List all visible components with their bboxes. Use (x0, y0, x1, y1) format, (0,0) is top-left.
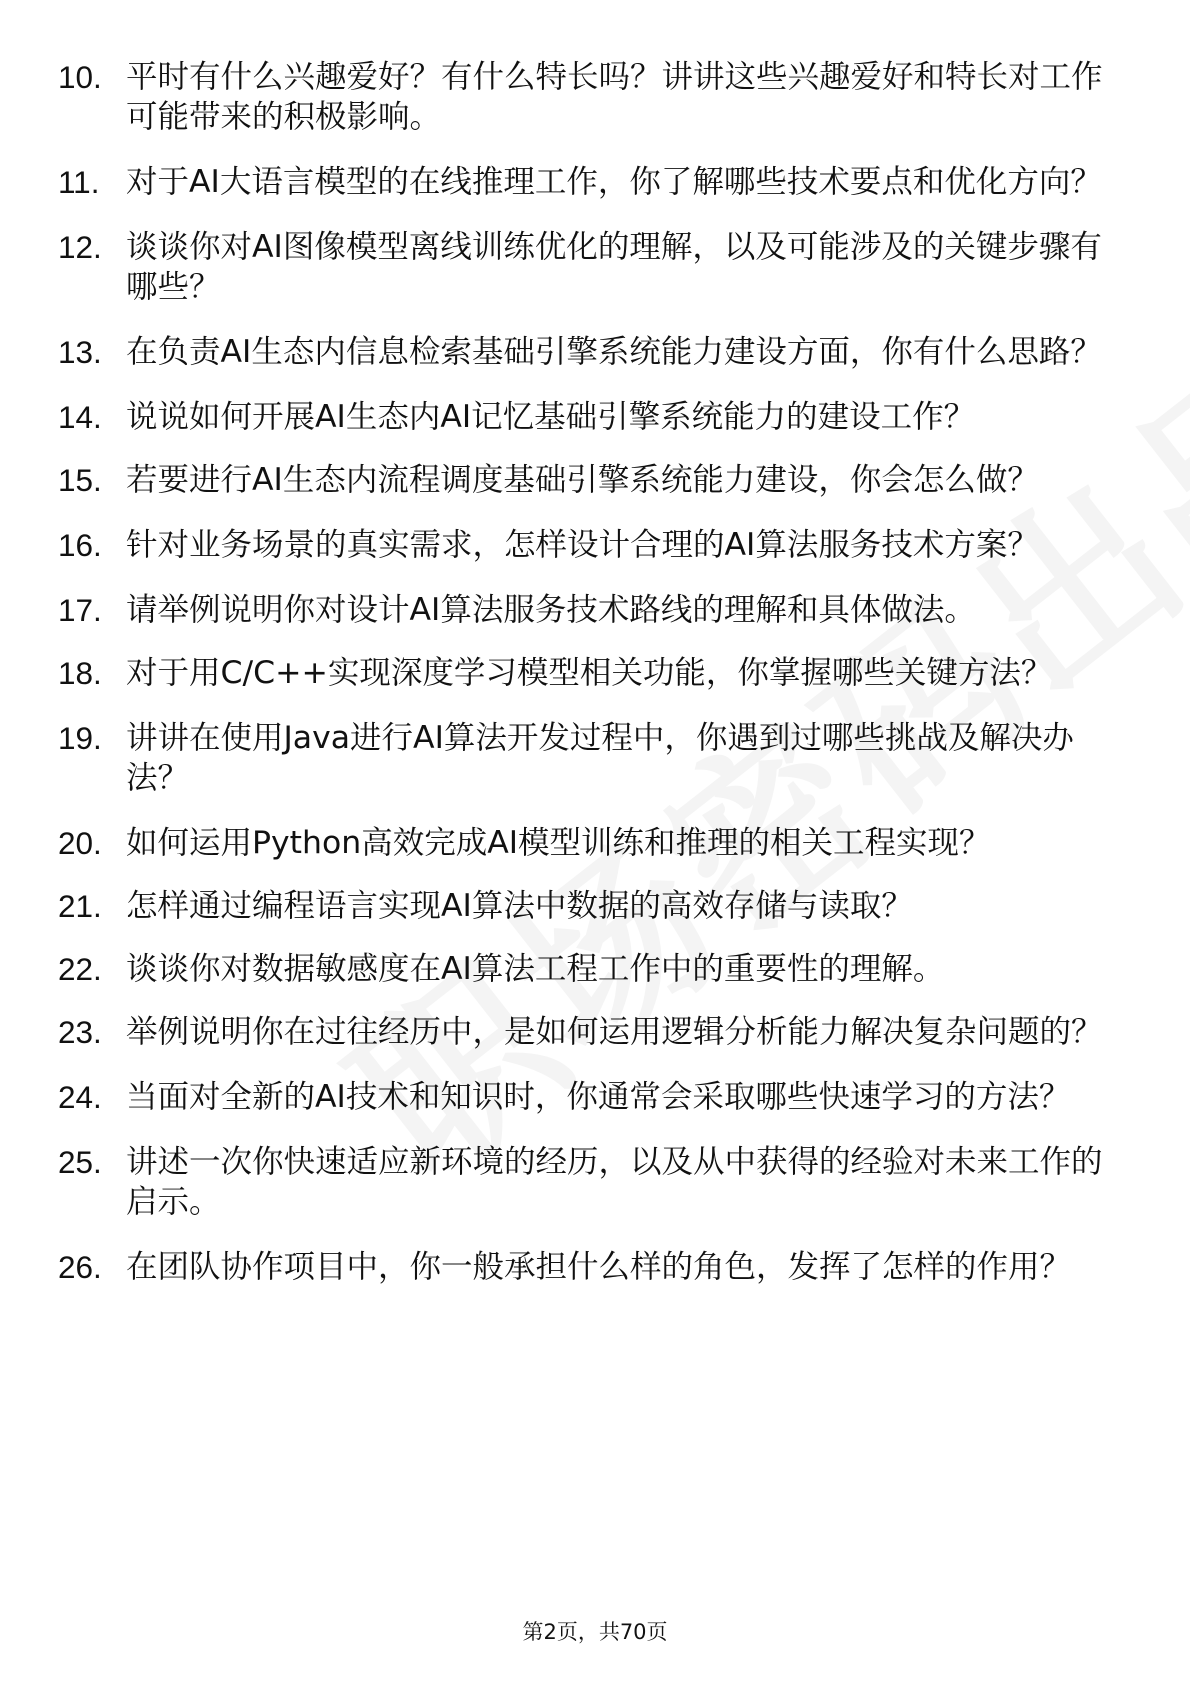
question-item (58, 1247, 1118, 1287)
question-item (58, 886, 1118, 926)
question-number: 19. (58, 720, 102, 756)
question-number: 18. (58, 655, 102, 691)
question-text: 在团队协作项目中，你一般承担什么样的角色，发挥了怎样的作用？ (126, 1249, 1072, 1285)
question-number: 20. (58, 825, 102, 861)
question-number: 26. (58, 1249, 102, 1285)
question-text: 请举例说明你对设计AI算法服务技术路线的理解和具体做法。 (126, 592, 976, 628)
question-number: 17. (58, 592, 102, 628)
question-number: 22. (58, 951, 102, 987)
question-text: 平时有什么兴趣爱好？有什么特长吗？讲讲这些兴趣爱好和特长对工作可能带来的积极影响。 (126, 59, 1103, 135)
question-text: 当面对全新的AI技术和知识时，你通常会采取哪些快速学习的方法？ (126, 1079, 1071, 1115)
page-footer: 第2页，共70页 (522, 1620, 668, 1644)
question-text: 说说如何开展AI生态内AI记忆基础引擎系统能力的建设工作？ (126, 399, 976, 435)
question-item (58, 1142, 1118, 1222)
question-number: 21. (58, 888, 102, 924)
question-number: 12. (58, 229, 102, 265)
question-number: 10. (58, 59, 102, 95)
question-text: 如何运用Python高效完成AI模型训练和推理的相关工程实现？ (126, 825, 991, 861)
question-number: 13. (58, 334, 102, 370)
question-item (58, 57, 1118, 137)
question-text: 对于用C/C++实现深度学习模型相关功能，你掌握哪些关键方法？ (126, 655, 1053, 691)
question-number: 23. (58, 1014, 102, 1050)
question-text: 针对业务场景的真实需求，怎样设计合理的AI算法服务技术方案？ (126, 527, 1039, 563)
question-number: 15. (58, 462, 102, 498)
question-number: 24. (58, 1079, 102, 1115)
question-item (58, 525, 1118, 565)
question-item (58, 162, 1118, 202)
question-text: 在负责AI生态内信息检索基础引擎系统能力建设方面，你有什么思路？ (126, 334, 1102, 370)
question-text: 怎样通过编程语言实现AI算法中数据的高效存储与读取？ (126, 888, 913, 924)
question-item (58, 823, 1118, 863)
question-number: 11. (58, 164, 100, 200)
question-item (58, 718, 1118, 798)
question-text: 讲讲在使用Java进行AI算法开发过程中，你遇到过哪些挑战及解决办法？ (126, 720, 1074, 796)
question-list (58, 57, 1118, 1312)
question-text: 若要进行AI生态内流程调度基础引擎系统能力建设，你会怎么做？ (126, 462, 1039, 498)
question-text: 谈谈你对AI图像模型离线训练优化的理解，以及可能涉及的关键步骤有哪些？ (126, 229, 1102, 305)
question-item (58, 332, 1118, 372)
question-item (58, 1012, 1118, 1052)
question-item (58, 949, 1118, 989)
question-number: 16. (58, 527, 102, 563)
question-item (58, 590, 1118, 630)
question-text: 对于AI大语言模型的在线推理工作，你了解哪些技术要点和优化方向？ (126, 164, 1102, 200)
question-item (58, 460, 1118, 500)
question-item (58, 227, 1118, 307)
question-item (58, 1077, 1118, 1117)
question-item (58, 653, 1118, 693)
question-number: 14. (58, 399, 102, 435)
question-item (58, 397, 1118, 437)
question-text: 讲述一次你快速适应新环境的经历，以及从中获得的经验对未来工作的启示。 (126, 1144, 1103, 1220)
question-number: 25. (58, 1144, 102, 1180)
question-text: 举例说明你在过往经历中，是如何运用逻辑分析能力解决复杂问题的？ (126, 1014, 1103, 1050)
question-text: 谈谈你对数据敏感度在AI算法工程工作中的重要性的理解。 (126, 951, 945, 987)
